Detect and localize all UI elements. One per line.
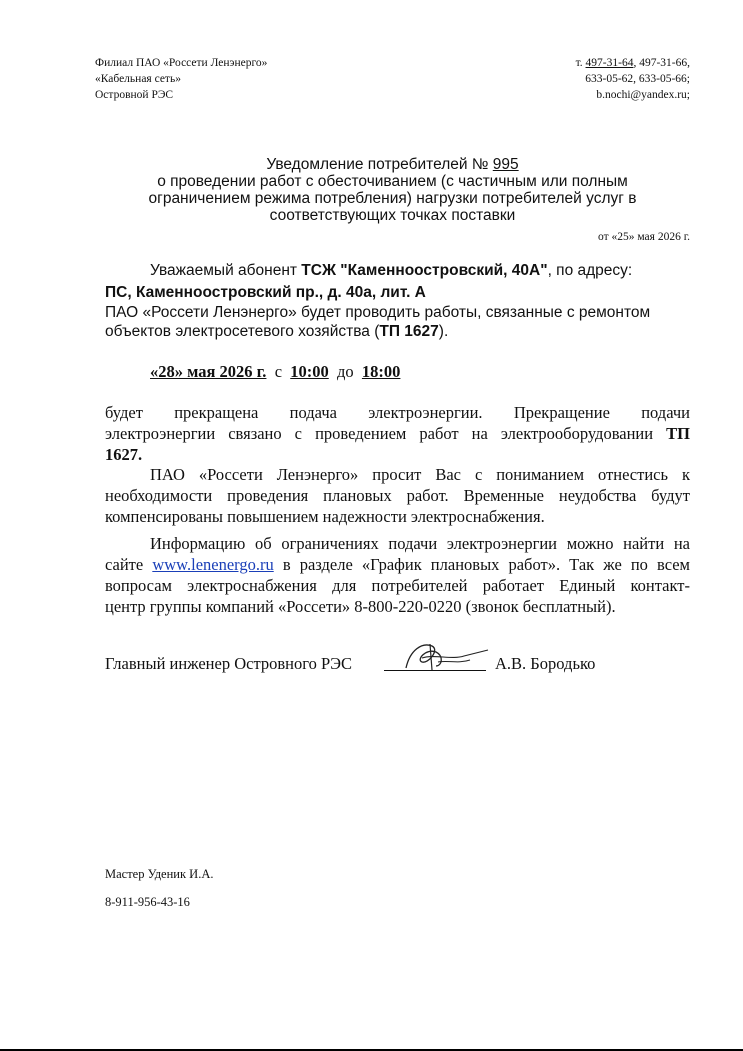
p1-line2 <box>105 423 690 444</box>
notice-title-line1 <box>95 156 690 173</box>
phone-rest: , 497-31-66, <box>633 57 690 69</box>
object-prefix: объектов электросетевого хозяйства ( <box>105 323 380 340</box>
email[interactable]: b.nochi@yandex.ru; <box>596 89 690 101</box>
org-branch: «Кабельная сеть» <box>95 73 181 85</box>
phone-link[interactable]: 497-31-64 <box>585 57 634 69</box>
p2-line1: ПАО «Россети Ленэнерго» просит Вас с пониманием отнестись к <box>150 465 690 484</box>
paragraph-1 <box>105 402 690 465</box>
schedule-to: до <box>337 362 354 381</box>
notice-title-line2: о проведении работ с обесточиванием (с частичным или полным <box>157 173 628 190</box>
footer-phone: 8-911-956-43-16 <box>105 895 190 909</box>
phone-line-2: 633-05-62, 633-05-66; <box>585 73 690 85</box>
p1-line3: 1627. <box>105 445 143 464</box>
works-line: ПАО «Россети Ленэнерго» будет проводить работы, связанные с ремонтом <box>105 304 651 321</box>
paragraph-2 <box>105 464 690 527</box>
org-header <box>95 55 267 103</box>
p3-line4: центр группы компаний «Россети» 8-800-220-0220 (звонок бесплатный). <box>105 597 616 616</box>
schedule-from: с <box>274 362 283 381</box>
notice-title-line4: соответствующих точках поставки <box>269 207 516 224</box>
handwritten-signature <box>392 640 492 674</box>
p3-line1: Информацию об ограничениях подачи электроэнергии можно найти на <box>150 534 690 553</box>
notice-title-prefix: Уведомление потребителей № <box>266 156 493 173</box>
p2-line2: необходимости проведения плановых работ. Временные неудобства будут <box>105 486 690 505</box>
p3-line2 <box>105 554 690 575</box>
addressee-name: ТСЖ "Каменноостровский, 40А" <box>301 262 548 279</box>
p2-line3: компенсированы повышением надежности электроснабжения. <box>105 507 545 526</box>
contact-header <box>430 55 690 103</box>
schedule-start: 10:00 <box>290 362 329 381</box>
schedule-date: «28» мая 2026 г. <box>150 362 267 381</box>
object-line <box>105 323 448 340</box>
schedule-end: 18:00 <box>361 362 401 381</box>
notice-date: от «25» мая 2026 г. <box>597 231 690 243</box>
p3-line3: вопросам электроснабжения для потребителей работает Единый контакт- <box>105 576 690 595</box>
notice-number: 995 <box>492 156 519 173</box>
schedule-line <box>150 362 400 382</box>
p1-line1: будет прекращена подача электроэнергии. Прекращение подачи <box>105 403 690 422</box>
phone-prefix: т. <box>575 57 586 69</box>
notice-title <box>95 156 690 224</box>
paragraph-3 <box>105 533 690 617</box>
addressee-prefix: Уважаемый абонент <box>150 262 302 279</box>
notice-title-line3: ограничением режима потребления) нагрузки потребителей услуг в <box>148 190 637 207</box>
p3-line2-suffix: в разделе «График плановых работ». Так же по всем <box>273 555 691 574</box>
signature-position: Главный инженер Островного РЭС <box>105 654 353 673</box>
p1-line2-text: электроэнергии связано с проведением работ на электрооборудовании <box>105 424 654 443</box>
lenenergo-link[interactable]: www.lenenergo.ru <box>152 555 274 574</box>
org-district: Островной РЭС <box>95 89 174 101</box>
org-name: Филиал ПАО «Россети Ленэнерго» <box>95 57 268 69</box>
addressee-address: ПС, Каменноостровский пр., д. 40а, лит. А <box>105 284 426 301</box>
p1-line2-bold: ТП <box>666 424 690 443</box>
addressee-suffix: , по адресу: <box>547 262 633 279</box>
object-suffix: ). <box>438 323 449 340</box>
addressee-line <box>150 262 632 279</box>
p3-line2-prefix: сайте <box>105 555 153 574</box>
signature-name: А.В. Бородько <box>495 654 596 673</box>
object-name: ТП 1627 <box>379 323 439 340</box>
footer-master: Мастер Уденик И.А. <box>105 867 214 881</box>
phone-line-1 <box>430 55 690 71</box>
